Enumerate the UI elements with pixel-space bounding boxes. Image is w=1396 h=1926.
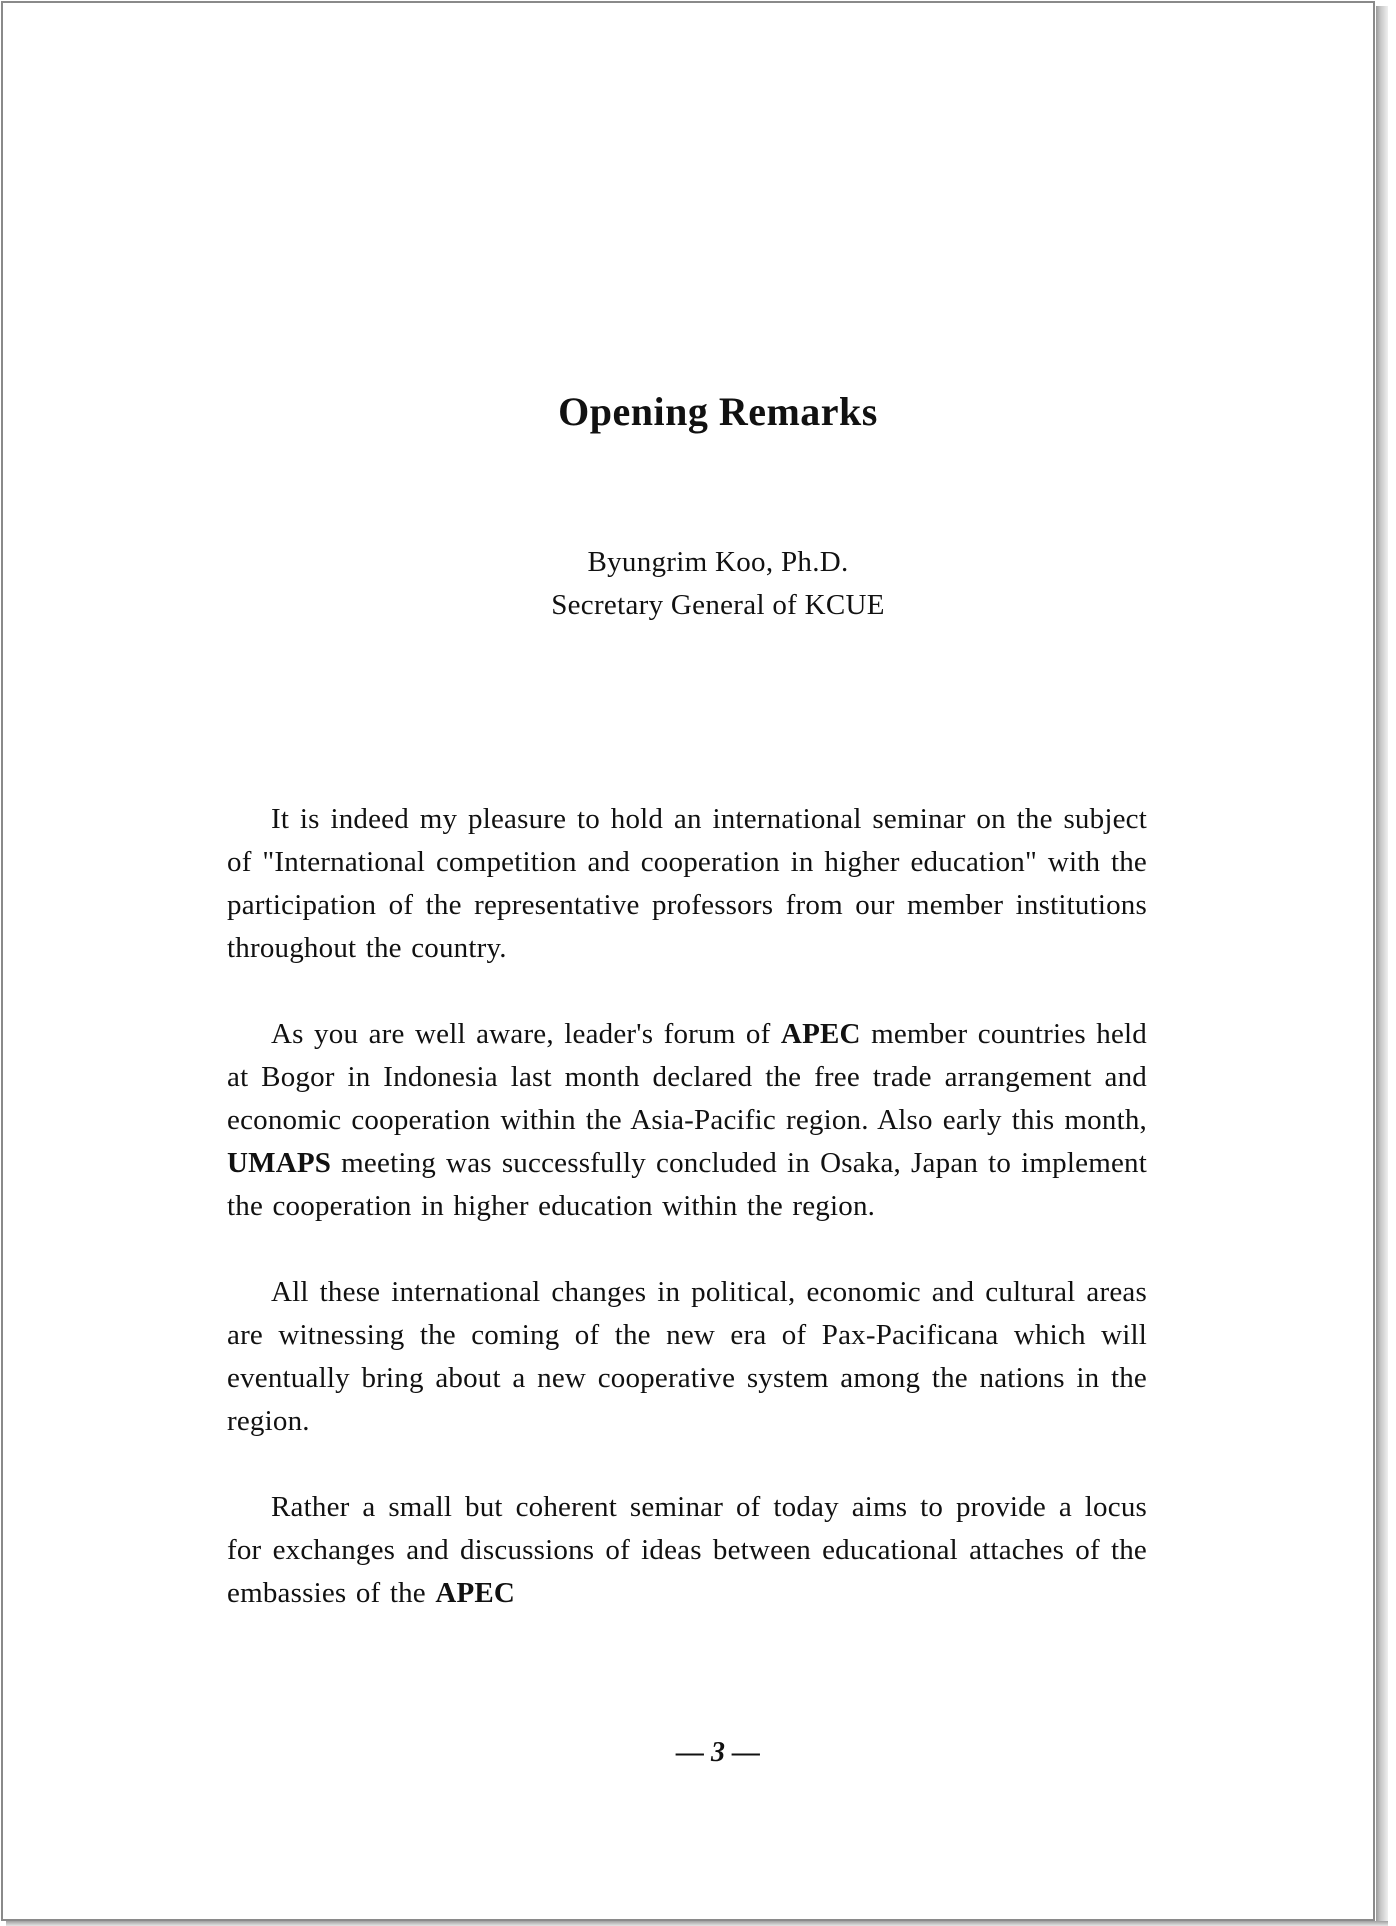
author-name: Byungrim Koo, Ph.D. <box>587 546 849 578</box>
paragraph <box>227 1013 1147 1228</box>
paragraph-text: All these international changes in political, economic and cultural areas are witnessing the coming of the new era of Pax-Pacificana which will eventually bring about a new cooperative system among the nations in the region. <box>227 1276 1147 1437</box>
page-number: — 3 — <box>676 1737 760 1768</box>
emphasis-acronym: APEC <box>780 1018 861 1050</box>
emphasis-acronym: UMAPS <box>227 1147 332 1179</box>
paragraph-text: member countries held at Bogor in Indonesia last month declared the free trade arrangement and economic cooperation within the Asia-Pacific region. Also early this month, <box>227 1018 1147 1136</box>
paragraph-text: As you are well aware, leader's forum of <box>271 1018 781 1050</box>
paragraph-text: Rather a small but coherent seminar of today aims to provide a locus for exchanges and discussions of ideas between educational attaches of the embassies of the <box>227 1491 1147 1609</box>
paragraph-text: meeting was successfully concluded in Osaka, Japan to implement the cooperation in higher education within the region. <box>227 1147 1147 1222</box>
page-shadow-bottom <box>6 1921 1388 1926</box>
paragraph <box>227 1486 1147 1615</box>
paragraph <box>227 798 1147 970</box>
document-page <box>1 1 1375 1921</box>
paragraph-text: It is indeed my pleasure to hold an international seminar on the subject of "International competition and cooperation in higher education" with the participation of the representative professors from our member institutions throughout the country. <box>227 803 1147 964</box>
emphasis-acronym: APEC <box>435 1577 516 1609</box>
body-text <box>227 798 1147 1658</box>
page-shadow <box>1376 6 1388 1924</box>
author-role: Secretary General of KCUE <box>551 589 885 621</box>
paragraph <box>227 1271 1147 1443</box>
page-title: Opening Remarks <box>558 389 878 434</box>
